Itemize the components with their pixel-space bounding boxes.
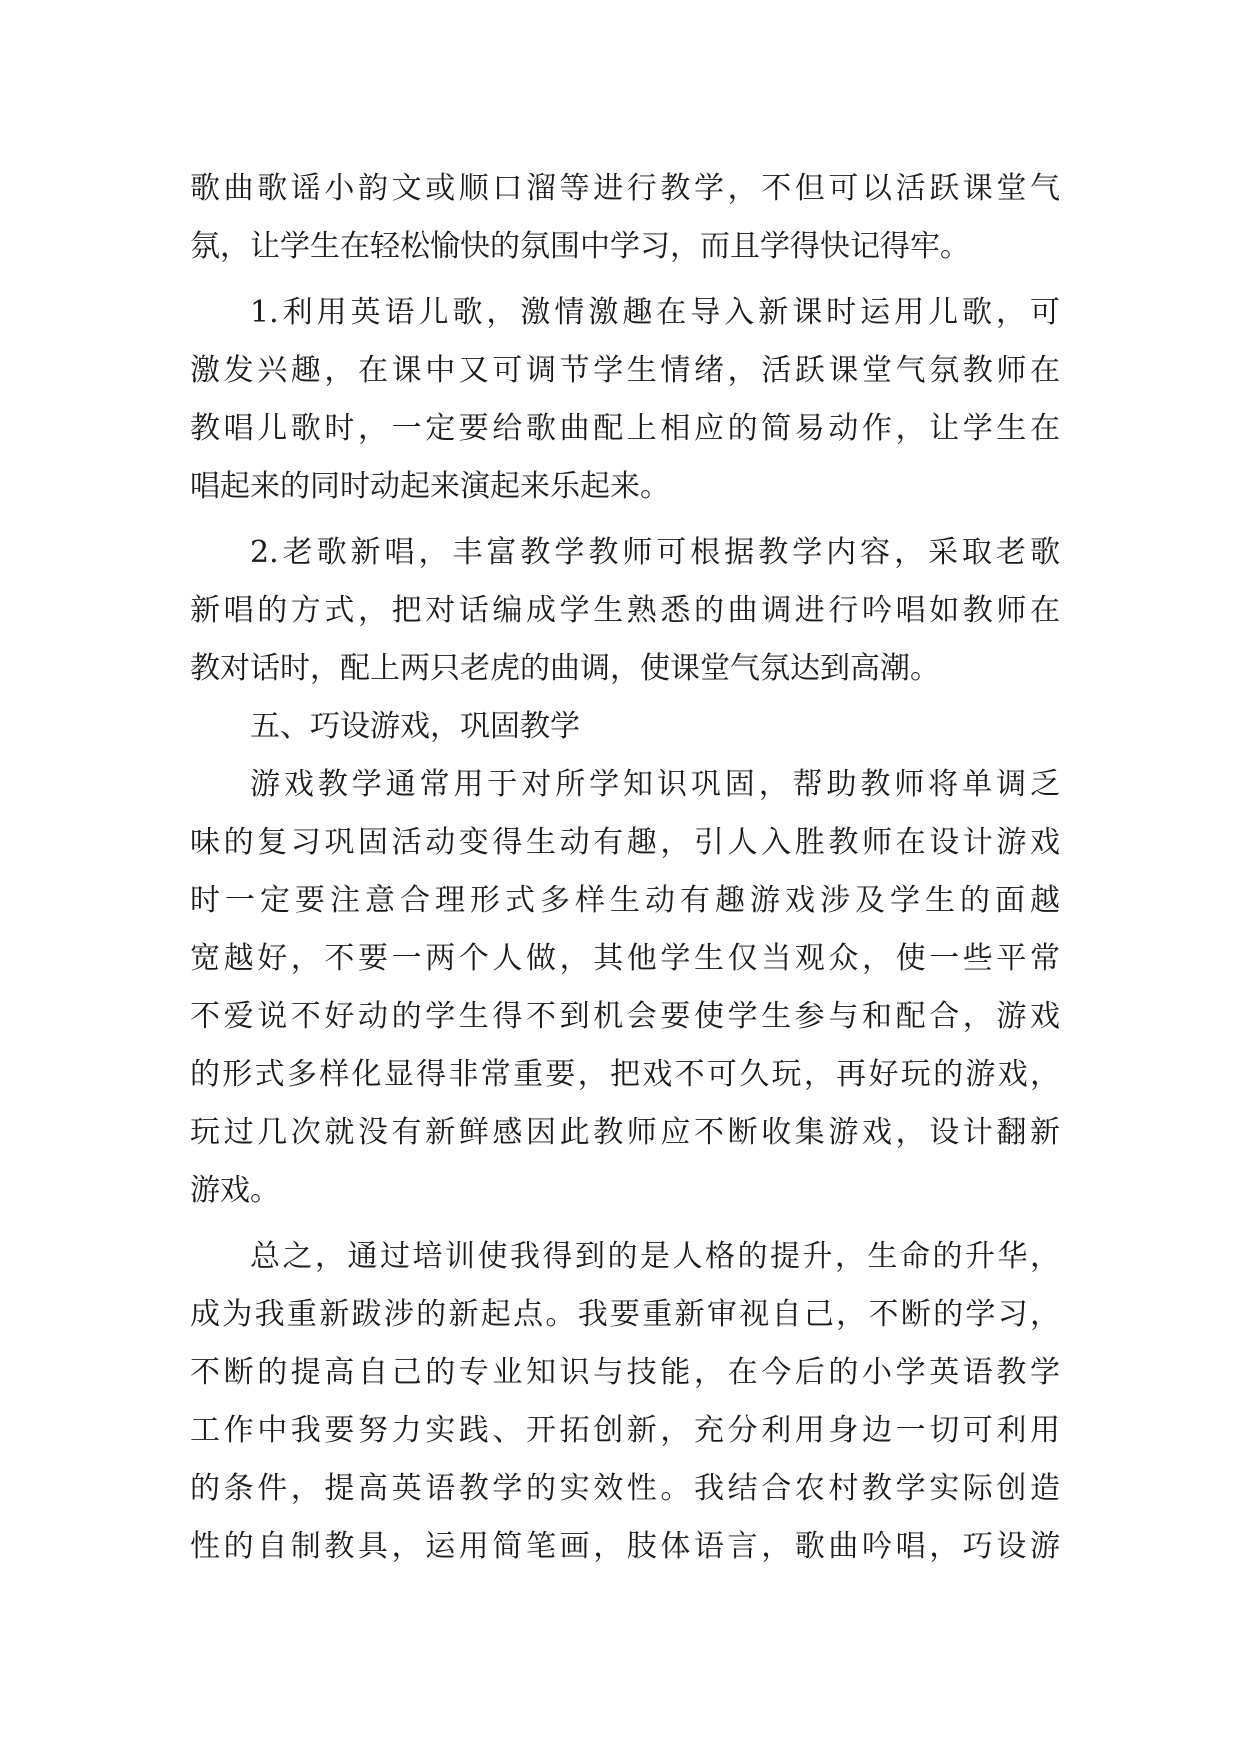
text-line: 新唱的方式，把对话编成学生熟悉的曲调进行吟唱如教师在 xyxy=(190,593,1060,628)
text-line: 不断的提高自己的专业知识与技能，在今后的小学英语教学 xyxy=(190,1355,1060,1390)
text-line: 的形式多样化显得非常重要，把戏不可久玩，再好玩的游戏， xyxy=(190,1057,1060,1092)
text-line: 氛，让学生在轻松愉快的氛围中学习，而且学得快记得牢。 xyxy=(190,229,970,264)
text-line: 工作中我要努力实践、开拓创新，充分利用身边一切可利用 xyxy=(190,1413,1060,1448)
text-line: 的条件，提高英语教学的实效性。我结合农村教学实际创造 xyxy=(190,1471,1060,1506)
text-line: 游戏。 xyxy=(190,1173,280,1208)
document-body xyxy=(190,160,1060,1576)
section-heading: 五、巧设游戏，巩固教学 xyxy=(250,709,580,744)
text-line: 性的自制教具，运用简笔画，肢体语言，歌曲吟唱，巧设游 xyxy=(190,1529,1060,1564)
text-line: 游戏教学通常用于对所学知识巩固，帮助教师将单调乏 xyxy=(250,767,1060,802)
text-line: 时一定要注意合理形式多样生动有趣游戏涉及学生的面越 xyxy=(190,883,1060,918)
text-line: 激发兴趣，在课中又可调节学生情绪，活跃课堂气氛教师在 xyxy=(190,353,1060,388)
list-item-heading: 1.利用英语儿歌，激情激趣在导入新课时运用儿歌，可 xyxy=(250,295,1060,330)
text-line: 不爱说不好动的学生得不到机会要使学生参与和配合，游戏 xyxy=(190,999,1060,1034)
text-line: 成为我重新跋涉的新起点。我要重新审视自己，不断的学习， xyxy=(190,1297,1060,1332)
text-line: 味的复习巩固活动变得生动有趣，引人入胜教师在设计游戏 xyxy=(190,825,1060,860)
text-line: 教对话时，配上两只老虎的曲调，使课堂气氛达到高潮。 xyxy=(190,651,940,686)
text-line: 教唱儿歌时，一定要给歌曲配上相应的简易动作，让学生在 xyxy=(190,411,1060,446)
text-line: 玩过几次就没有新鲜感因此教师应不断收集游戏，设计翻新 xyxy=(190,1115,1060,1150)
text-line: 歌曲歌谣小韵文或顺口溜等进行教学，不但可以活跃课堂气 xyxy=(190,171,1060,206)
list-item-heading: 2.老歌新唱，丰富教学教师可根据教学内容，采取老歌 xyxy=(250,535,1060,570)
text-line: 宽越好，不要一两个人做，其他学生仅当观众，使一些平常 xyxy=(190,941,1060,976)
text-line: 唱起来的同时动起来演起来乐起来。 xyxy=(190,469,670,504)
text-line: 总之，通过培训使我得到的是人格的提升，生命的升华， xyxy=(250,1239,1060,1274)
